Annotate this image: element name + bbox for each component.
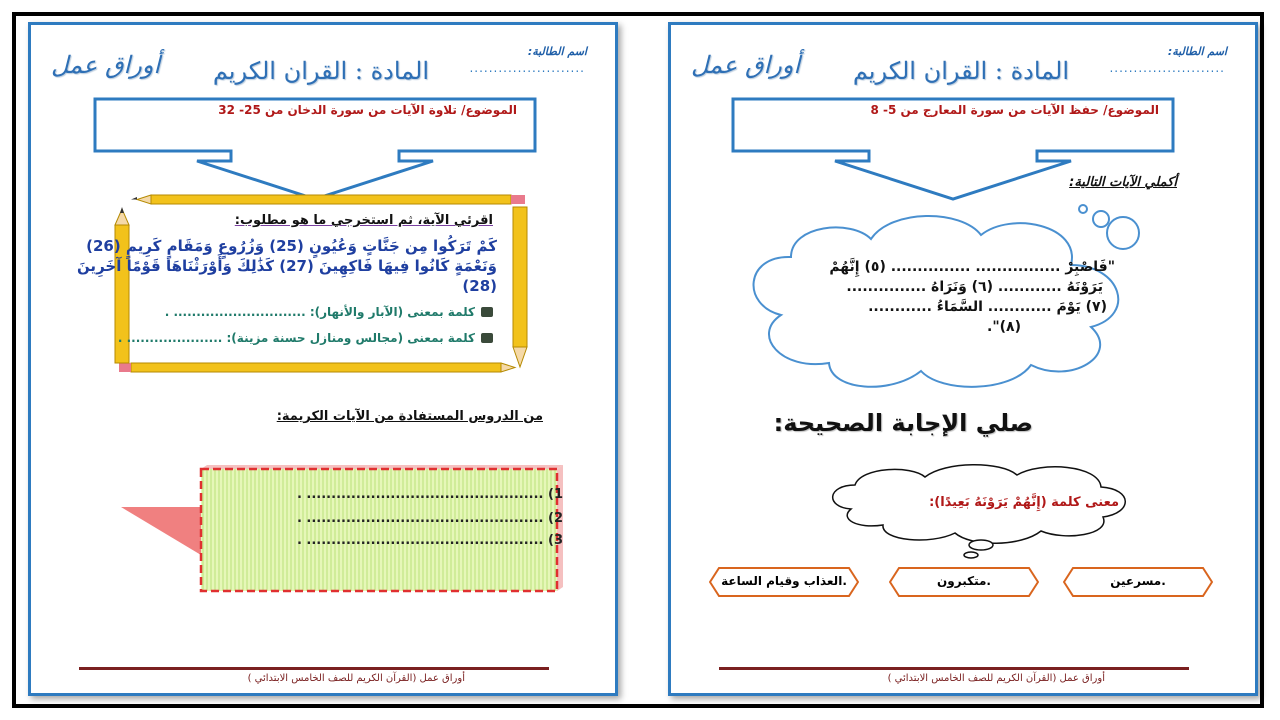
worksheets-heading: أوراق عمل bbox=[51, 51, 161, 79]
lesson-3[interactable]: 3) ................................................ . bbox=[296, 533, 563, 548]
footer-divider bbox=[719, 667, 1189, 670]
answer-option-2-label: متكبرون. bbox=[937, 574, 991, 588]
left-worksheet bbox=[28, 22, 618, 696]
footer-divider bbox=[79, 667, 549, 670]
choose-title: صلي الإجابة الصحيحة: bbox=[773, 409, 1033, 437]
meaning-question: معنى كلمة (إِنَّهُمْ يَرَوْنَهُ بَعِيدًا): bbox=[929, 495, 1119, 510]
speech-cloud bbox=[821, 459, 1141, 563]
cloud-line-2: يَرَوْنَهُ ............ (٦) وَنَرَاهُ ............... bbox=[846, 279, 1103, 295]
footer-text: أوراق عمل (القرآن الكريم للصف الخامس الابتدائي ) bbox=[887, 673, 1105, 684]
answer-option-1-label: مسرعين. bbox=[1110, 574, 1166, 588]
right-worksheet bbox=[668, 22, 1258, 696]
student-name-field[interactable]: ........................ bbox=[469, 61, 585, 75]
answer-option-3-label: العذاب وقيام الساعة. bbox=[721, 574, 847, 588]
answer-option-1[interactable] bbox=[1063, 567, 1213, 597]
book-icon bbox=[481, 307, 493, 317]
topic-text: الموضوع/ تلاوة الآيات من سورة الدخان من 25- 32 bbox=[218, 103, 517, 117]
question-2: كلمة بمعنى (مجالس ومنازل حسنة مزينة): ..................... . bbox=[117, 331, 475, 345]
answer-option-2[interactable] bbox=[889, 567, 1039, 597]
cloud-line-4: (٨)". bbox=[987, 319, 1021, 335]
verse-line-1: كَمْ تَرَكُوا مِن جَنَّاتٍ وَعُيُونٍ (25) وَزُرُوعٍ وَمَقَامٍ كَرِيمٍ (26) bbox=[86, 237, 497, 255]
footer-text: أوراق عمل (القرآن الكريم للصف الخامس الابتدائي ) bbox=[247, 673, 465, 684]
student-name-field[interactable]: ........................ bbox=[1109, 61, 1225, 75]
answer-option-3[interactable] bbox=[709, 567, 859, 597]
cloud-line-1: "فَاصْبِرْ ................ ............... (٥) إِنَّهُمْ bbox=[829, 259, 1115, 275]
student-name-label: اسم الطالبة: bbox=[1167, 45, 1227, 58]
subject-title: المادة : القران الكريم bbox=[852, 57, 1069, 85]
verse-line-2: وَنَعْمَةٍ كَانُوا فِيهَا فَاكِهِينَ (27) كَذَٰلِكَ وَأَوْرَثْنَاهَا قَوْمًا آخَرِينَ bbox=[76, 257, 497, 275]
question-1: كلمة بمعنى (الآبار والأنهار): ............................. . bbox=[164, 305, 475, 319]
cloud-line-3: (٧) يَوْمَ ............ السَّمَاءُ ............ bbox=[868, 299, 1107, 315]
lessons-title: من الدروس المستفادة من الآيات الكريمة: bbox=[276, 409, 543, 424]
book-icon bbox=[481, 333, 493, 343]
lesson-2[interactable]: 2) ................................................ . bbox=[296, 511, 563, 526]
task-instruction: اقرئي الآية، ثم استخرجي ما هو مطلوب: bbox=[234, 213, 493, 228]
complete-instruction: أكملي الآيات التالية: bbox=[1069, 175, 1177, 190]
student-name-label: اسم الطالبة: bbox=[527, 45, 587, 58]
verse-line-3: (28) bbox=[462, 277, 497, 295]
lesson-1[interactable]: 1) ................................................ . bbox=[296, 487, 563, 502]
topic-text: الموضوع/ حفظ الآيات من سورة المعارج من 5- 8 bbox=[870, 103, 1159, 117]
subject-title: المادة : القران الكريم bbox=[212, 57, 429, 85]
worksheets-heading: أوراق عمل bbox=[691, 51, 801, 79]
